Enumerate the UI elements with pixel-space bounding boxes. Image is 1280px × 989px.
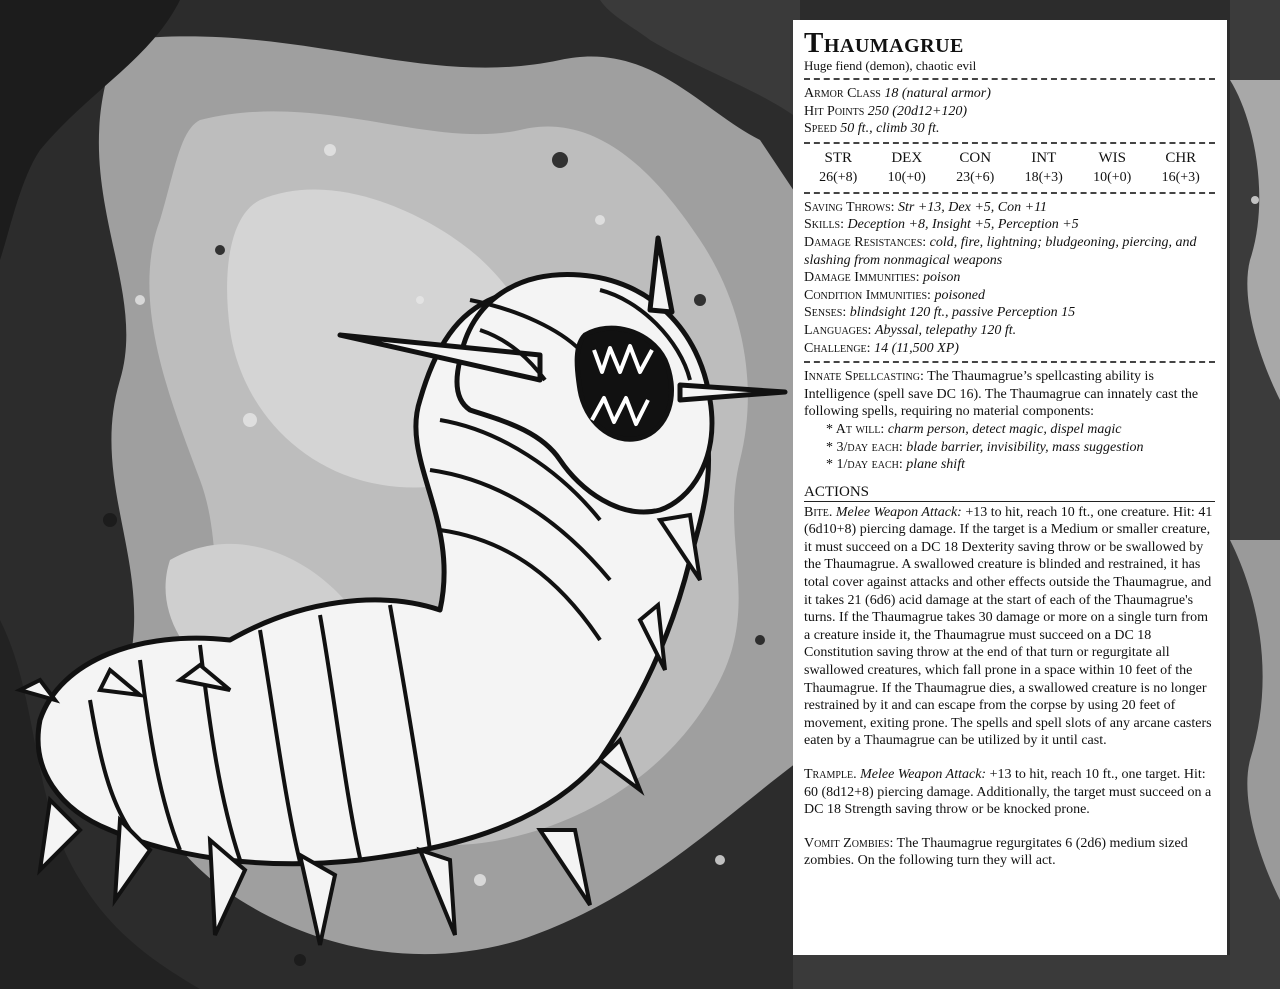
ability-name: CON (959, 149, 992, 166)
ability-score: 23(+6) (956, 169, 995, 185)
property-senses: Senses: blindsight 120 ft., passive Perception 15 (804, 305, 1076, 321)
ability-score: 16(+3) (1161, 169, 1200, 185)
ability-score: 26(+8) (819, 169, 858, 185)
property-damage-resistances: Damage Resistances: cold, fire, lightning; bludgeoning, piercing, and slashing from nonmagical weapons (804, 234, 1197, 268)
innate-spellcasting: Innate Spellcasting: The Thaumagrue’s spellcasting ability is Intelligence (spell save DC 16). The Thaumagrue can innately cast the following spells, requiring no material components: * At will: charm person, detect magic, dispel magic * 3/day each: blade barrier, invisibility, mass suggestion * 1/day each: plane shift (804, 368, 1215, 474)
action-bite: Bite. Melee Weapon Attack: +13 to hit, reach 10 ft., one creature. Hit: 41 (6d10+8) piercing damage. If the target is a Medium or smaller creature, it must succeed on a DC 18 Dexterity saving throw or be swallowed by the Thaumagrue. A swallowed creature is blinded and restrained, it has total cover against attacks and other effects outside the Thaumagrue, and it takes 21 (6d6) acid damage at the start of each of the Thaumagrue's turns. If the Thaumagrue takes 30 damage or more on a single turn from a creature inside it, the Thaumagrue must succeed on a DC 18 Constitution saving throw at the end of that turn or regurgitate all swallowed creatures, which fall prone in a space within 10 feet of the Thaumagrue. If the Thaumagrue dies, a swallowed creature is no longer restrained by it and can escape from the corpse by using 20 feet of movement, exiting prone. The spells and spell slots of any arcane casters eaten by a Thaumagrue can be utilized by it until cast. (804, 504, 1213, 749)
core-stats (804, 85, 1215, 138)
ability-name: WIS (1098, 149, 1126, 166)
property-skills: Skills: Deception +8, Insight +5, Perception +5 (804, 217, 1079, 233)
divider (804, 142, 1215, 144)
stat-block (793, 20, 1227, 955)
ability-score: 10(+0) (887, 169, 926, 185)
hit-points-row: Hit Points 250 (20d12+120) (804, 103, 968, 119)
property-challenge: Challenge: 14 (11,500 XP) (804, 340, 959, 356)
ability-name: STR (824, 149, 852, 166)
property-languages: Languages: Abyssal, telepathy 120 ft. (804, 322, 1017, 338)
ability-scores (804, 149, 1215, 188)
action-trample: Trample. Melee Weapon Attack: +13 to hit, reach 10 ft., one target. Hit: 60 (8d12+8) piercing damage. Additionally, the target must succeed on a DC 18 Strength saving throw or be knocked prone. (804, 767, 1212, 818)
actions-heading: ACTIONS (804, 484, 1215, 502)
spell-list-item: * 3/day each: blade barrier, invisibility, mass suggestion (826, 439, 1144, 455)
ability-score: 10(+0) (1093, 169, 1132, 185)
divider (804, 361, 1215, 363)
divider (804, 192, 1215, 194)
armor-class-row: Armor Class 18 (natural armor) (804, 86, 991, 101)
ability-score: 18(+3) (1024, 169, 1063, 185)
property-damage-immunities: Damage Immunities: poison (804, 270, 961, 286)
action-vomit-zombies: Vomit Zombies: The Thaumagrue regurgitates 6 (2d6) medium sized zombies. On the following turn they will act. (804, 835, 1188, 869)
property-saving-throws: Saving Throws: Str +13, Dex +5, Con +11 (804, 199, 1048, 215)
actions (804, 504, 1215, 870)
divider (804, 78, 1215, 80)
ability-name: CHR (1165, 149, 1197, 166)
monster-name: Thaumagrue (804, 27, 964, 59)
spell-list-item: * 1/day each: plane shift (826, 457, 965, 473)
ability-name: INT (1031, 149, 1057, 166)
property-condition-immunities: Condition Immunities: poisoned (804, 287, 985, 303)
monster-type-line: Huge fiend (demon), chaotic evil (804, 58, 977, 73)
properties (804, 199, 1215, 357)
spell-list-item: * At will: charm person, detect magic, dispel magic (826, 421, 1122, 437)
speed-row: Speed 50 ft., climb 30 ft. (804, 121, 940, 137)
ability-name: DEX (891, 149, 923, 166)
